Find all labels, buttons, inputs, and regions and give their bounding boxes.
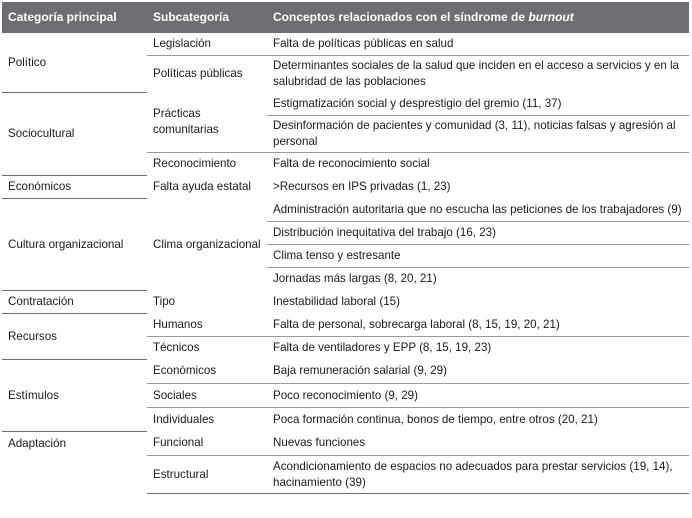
table-row xyxy=(2,360,689,384)
con-acondicionamiento: Acondicionamiento de espacios no adecuados para prestar servicios (19, 14), hacinamiento (39) xyxy=(267,456,689,494)
con-recursos-ips: >Recursos en IPS privadas (1, 23) xyxy=(273,180,451,193)
cat-adaptacion: Adaptación xyxy=(2,432,147,494)
cat-estimulos: Estímulos xyxy=(2,360,147,432)
header-sub: Subcategoría xyxy=(147,2,267,33)
sub-falta-ayuda: Falta ayuda estatal xyxy=(153,180,251,193)
cat-sociocultural: Sociocultural xyxy=(2,93,147,176)
con-reconocimiento: Falta de reconocimiento social xyxy=(267,153,689,176)
header-principal: Categoría principal xyxy=(2,2,147,33)
sub-humanos: Humanos xyxy=(153,317,203,331)
cat-contratacion: Contratación xyxy=(2,291,147,314)
con-nuevas-funciones: Nuevas funciones xyxy=(273,436,366,450)
cat-economicos: Económicos xyxy=(2,176,147,199)
header-conceptos: Conceptos relacionados con el síndrome de burnout xyxy=(267,2,689,33)
sub-politicas: Políticas públicas xyxy=(147,56,267,93)
table-row xyxy=(2,93,689,116)
sub-sociales: Sociales xyxy=(147,384,267,408)
burnout-table xyxy=(2,2,689,494)
table-row xyxy=(2,314,689,337)
table-row xyxy=(2,199,689,222)
con-distribucion: Distribución inequitativa del trabajo (16, 23) xyxy=(267,222,689,245)
con-poco-reconocimiento: Poco reconocimiento (9, 29) xyxy=(267,384,689,408)
sub-estructural: Estructural xyxy=(147,456,267,494)
sub-funcional: Funcional xyxy=(153,436,204,450)
con-estigmatizacion: Estigmatización social y desprestigio del gremio (11, 37) xyxy=(273,96,562,110)
sub-practicas: Prácticas comunitarias xyxy=(153,107,219,137)
cat-politico: Político xyxy=(2,33,147,93)
cat-recursos: Recursos xyxy=(2,314,147,360)
sub-tecnicos: Técnicos xyxy=(147,337,267,360)
sub-legislacion: Legislación xyxy=(153,36,212,50)
con-administracion: Administración autoritaria que no escucha las peticiones de los trabajadores (9) xyxy=(273,202,682,216)
table-row xyxy=(2,176,689,199)
con-politicas: Determinantes sociales de la salud que inciden en el acceso a servicios y en la salubridad de las poblaciones xyxy=(267,56,689,93)
con-falta-personal: Falta de personal, sobrecarga laboral (8, 15, 19, 20, 21) xyxy=(273,317,560,331)
con-remuneracion: Baja remuneración salarial (9, 29) xyxy=(273,364,447,378)
table-row xyxy=(2,33,689,56)
header-row xyxy=(2,2,689,33)
con-inestabilidad: Inestabilidad laboral (15) xyxy=(273,295,400,308)
con-clima-tenso: Clima tenso y estresante xyxy=(267,245,689,268)
sub-economicos: Económicos xyxy=(153,364,217,378)
sub-clima: Clima organizacional xyxy=(153,237,261,251)
sub-individuales: Individuales xyxy=(147,408,267,432)
table-row xyxy=(2,291,689,314)
con-ventiladores: Falta de ventiladores y EPP (8, 15, 19, 23) xyxy=(267,337,689,360)
con-desinformacion: Desinformación de pacientes y comunidad (3, 11), noticias falsas y agresión al personal xyxy=(267,116,689,153)
table-row xyxy=(2,432,689,456)
header-burnout: burnout xyxy=(528,10,574,25)
cat-cultura: Cultura organizacional xyxy=(2,199,147,291)
con-jornadas: Jornadas más largas (8, 20, 21) xyxy=(267,268,689,291)
sub-tipo: Tipo xyxy=(153,295,176,308)
sub-reconocimiento: Reconocimiento xyxy=(147,153,267,176)
con-legislacion: Falta de políticas públicas en salud xyxy=(273,36,454,50)
con-formacion: Poca formación continua, bonos de tiempo, entre otros (20, 21) xyxy=(267,408,689,432)
